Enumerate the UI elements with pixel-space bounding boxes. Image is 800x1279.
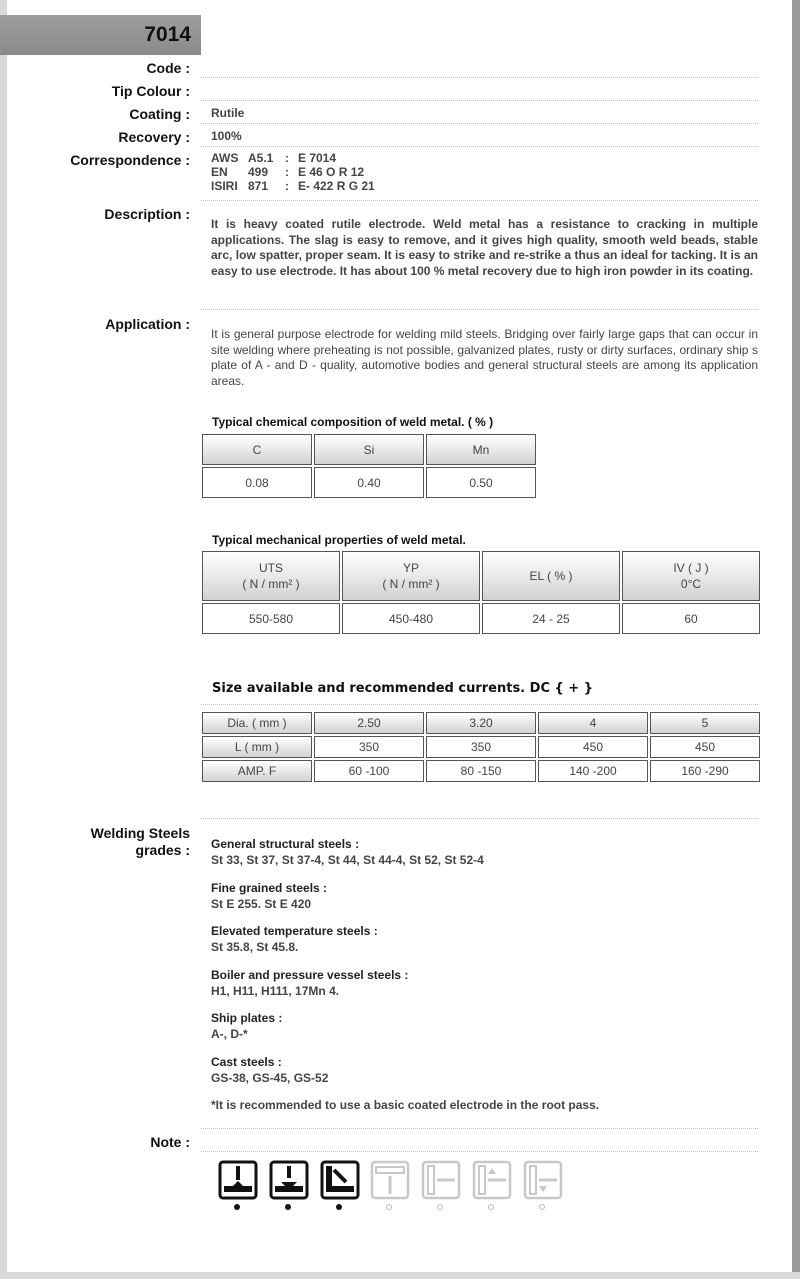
grade-value: GS-38, GS-45, GS-52 [211,1071,329,1085]
position-indicator-off [539,1204,545,1210]
table-row [202,760,760,782]
code-label: Code : [146,60,190,76]
description-divider [201,309,758,310]
grade-title: Elevated temperature steels : [211,924,378,938]
sizes-cell: 160 -290 [650,760,760,782]
window-frame-left [0,0,7,1279]
grade-group [211,837,484,867]
chemical-header-si: Si [314,434,424,465]
sizes-cell: 80 -150 [426,760,536,782]
correspondence-divider [201,200,758,201]
tip-colour-label: Tip Colour : [111,83,190,99]
grade-value: St 35.8, St 45.8. [211,940,299,954]
sizes-cell: 450 [650,736,760,758]
mechanical-value-iv: 60 [622,603,760,634]
sizes-table-title: Size available and recommended currents. DC { + } [212,681,593,696]
sizes-table [200,710,762,784]
position-indicator-on [285,1204,291,1210]
recovery-label: Recovery : [118,129,190,145]
description-text: It is heavy coated rutile electrode. Weld metal has a resistance to cracking in multiple applications. The slag is easy to remove, and it gives high quality, smooth weld beads, stable arc, low spatter, proper seam. It is easy to strike and re-strike a thus an ideal for tacking. It is an easy to use electrode. It has about 100 % metal recovery due to high iron powder in its coating. [211,217,758,278]
flat-fillet-position-icon [269,1160,309,1216]
mechanical-table-title: Typical mechanical properties of weld metal. [212,533,466,547]
correspondence-list [211,151,375,193]
sizes-cell: 4 [538,712,648,734]
position-indicator-on [234,1204,240,1210]
correspondence-label: Correspondence : [70,152,190,168]
recovery-divider [201,146,758,147]
sizes-row-label: Dia. ( mm ) [202,712,312,734]
grade-value: St E 255. St E 420 [211,897,312,911]
sizes-cell: 350 [426,736,536,758]
position-indicator-on [336,1204,342,1210]
grade-value: A-, D-* [211,1027,248,1041]
correspondence-row: EN 499 : E 46 O R 12 [211,165,365,179]
mechanical-table [200,549,762,636]
application-text: It is general purpose electrode for welding mild steels. Bridging over fairly large gaps that can occur in site welding where preheating is not possible, galvanized plates, rusty or dirty surfaces, ordinary ship s plate of A - and D - quality, automotive bodies and general structural steels are among its application areas. [211,327,758,388]
code-divider [201,77,758,78]
sizes-cell: 140 -200 [538,760,648,782]
mechanical-header-el: EL ( % ) [482,551,620,601]
product-code-title: 7014 [144,23,191,46]
grade-group [211,1055,328,1085]
correspondence-row: ISIRI 871 : E- 422 R G 21 [211,179,375,193]
grade-group [211,881,327,911]
chemical-header-mn: Mn [426,434,536,465]
sizes-cell: 2.50 [314,712,424,734]
chemical-table-title: Typical chemical composition of weld metal. ( % ) [212,415,494,429]
chemical-value-c: 0.08 [202,467,312,498]
grade-title: Cast steels : [211,1055,282,1069]
position-indicator-off [437,1204,443,1210]
sizes-row-label: AMP. F [202,760,312,782]
coating-label: Coating : [129,106,190,122]
window-frame-bottom [0,1272,800,1279]
grade-title: General structural steels : [211,837,360,851]
recovery-value: 100% [211,129,242,143]
sizes-cell: 450 [538,736,648,758]
welding-grades-label: Welding Steels grades : [90,825,190,858]
product-title-bar [0,15,201,55]
position-indicator-off [386,1204,392,1210]
horizontal-position-icon [421,1160,461,1216]
note-divider-top [201,1128,758,1129]
note-divider-bottom [201,1151,758,1152]
tip-colour-divider [201,100,758,101]
sizes-cell: 3.20 [426,712,536,734]
table-row [202,712,760,734]
grade-value: St 33, St 37, St 37-4, St 44, St 44-4, St 52, St 52-4 [211,853,484,867]
footnote-text: *It is recommended to use a basic coated electrode in the root pass. [211,1098,600,1112]
sizes-divider-top [201,704,758,705]
application-label: Application : [105,316,190,332]
flat-butt-position-icon [218,1160,258,1216]
chemical-table [200,432,538,500]
mechanical-header-yp: YP ( N / mm² ) [342,551,480,601]
coating-divider [201,123,758,124]
description-label: Description : [104,206,190,222]
sizes-cell: 350 [314,736,424,758]
window-scrollbar-track[interactable] [792,0,800,1279]
mechanical-value-el: 24 - 25 [482,603,620,634]
sizes-cell: 5 [650,712,760,734]
position-indicator-off [488,1204,494,1210]
chemical-value-mn: 0.50 [426,467,536,498]
mechanical-header-uts: UTS ( N / mm² ) [202,551,340,601]
chemical-value-si: 0.40 [314,467,424,498]
mechanical-header-iv: IV ( J ) 0°C [622,551,760,601]
grade-group [211,968,408,998]
mechanical-value-yp: 450-480 [342,603,480,634]
sizes-cell: 60 -100 [314,760,424,782]
vertical-down-position-icon [523,1160,563,1216]
grade-title: Boiler and pressure vessel steels : [211,968,409,982]
mechanical-value-uts: 550-580 [202,603,340,634]
coating-value: Rutile [211,106,245,120]
grade-group [211,1011,282,1041]
vertical-up-position-icon [472,1160,512,1216]
grades-divider-top [201,818,758,819]
grade-value: H1, H11, H111, 17Mn 4. [211,984,340,998]
overhead-position-icon [370,1160,410,1216]
grade-group [211,924,378,954]
note-label: Note : [150,1134,190,1150]
horizontal-fillet-position-icon [320,1160,360,1216]
grade-title: Fine grained steels : [211,881,328,895]
grade-title: Ship plates : [211,1011,283,1025]
table-row [202,736,760,758]
sizes-row-label: L ( mm ) [202,736,312,758]
chemical-header-c: C [202,434,312,465]
correspondence-row: AWS A5.1 : E 7014 [211,151,337,165]
